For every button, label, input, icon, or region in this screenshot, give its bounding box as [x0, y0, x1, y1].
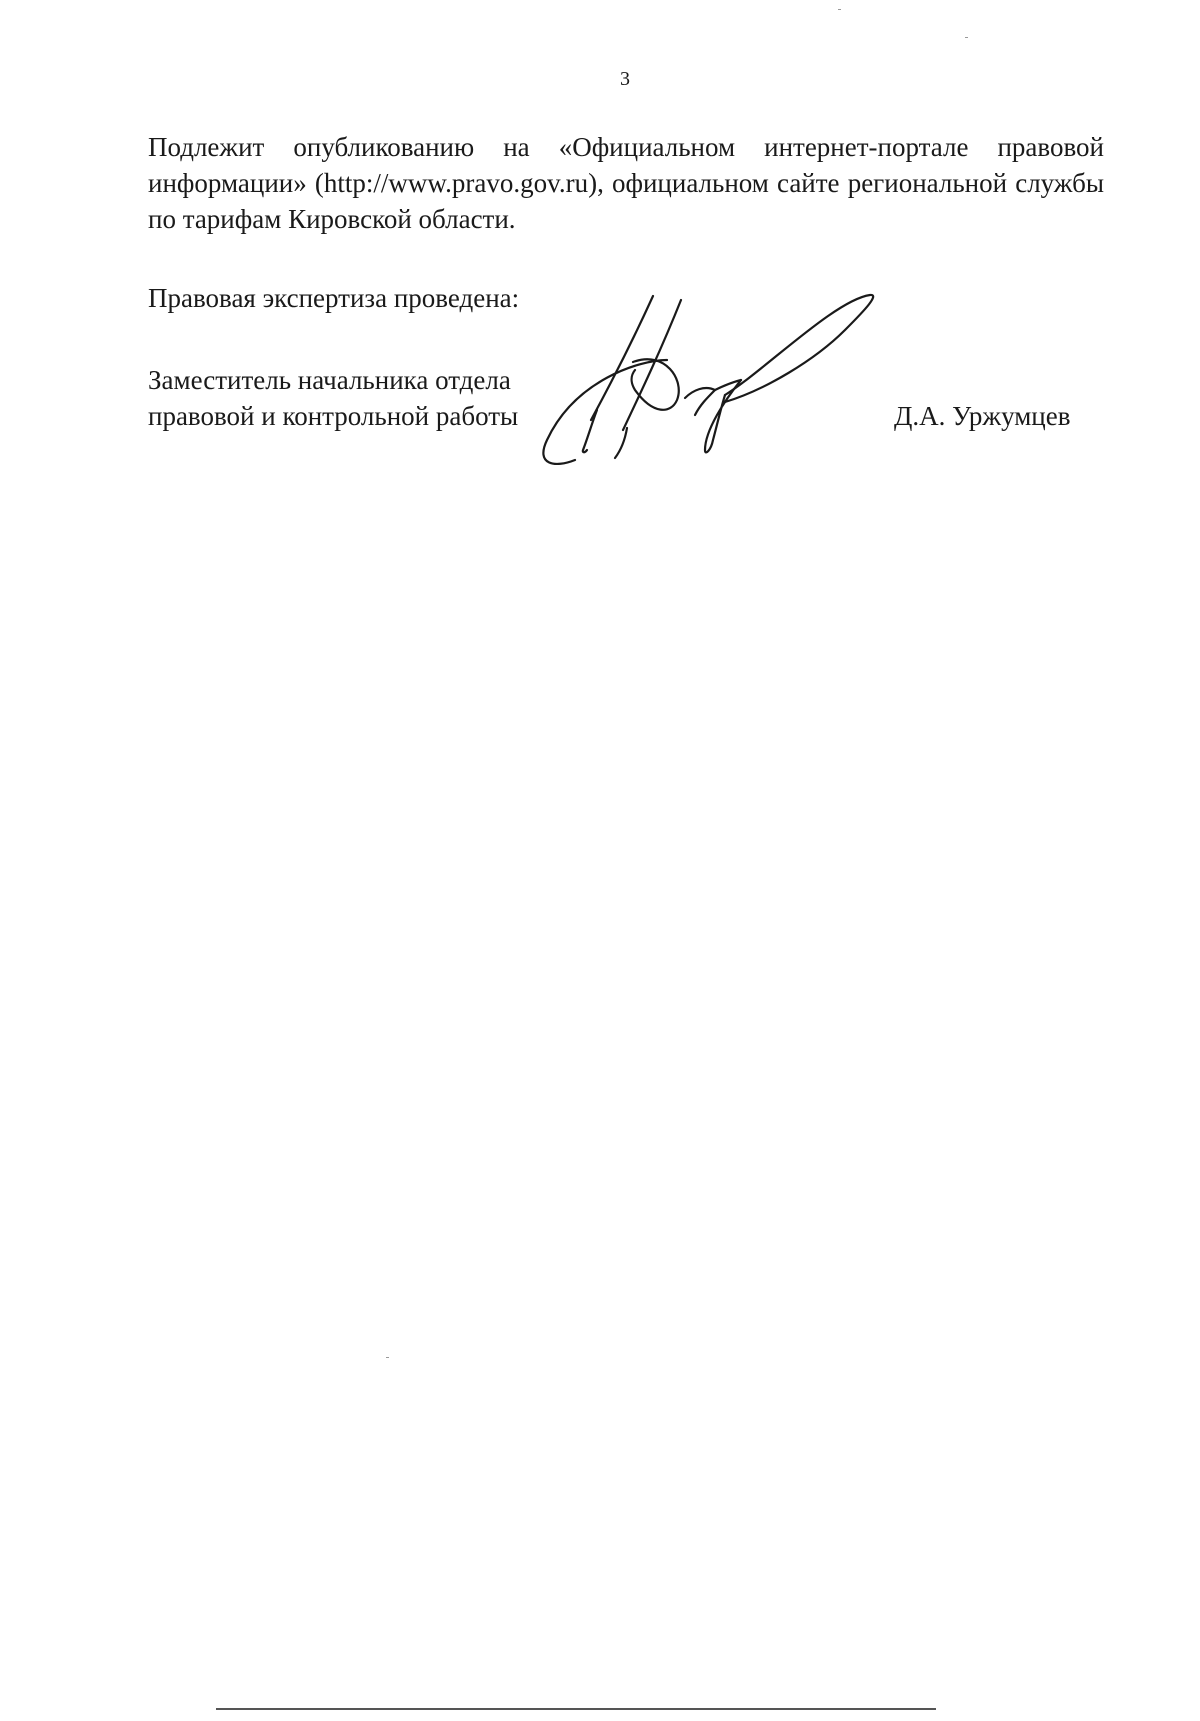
page-number: 3 — [620, 68, 630, 90]
scan-speck — [838, 9, 841, 10]
signatory-name: Д.А. Уржумцев — [894, 401, 1071, 431]
handwritten-signature-icon — [535, 290, 895, 475]
legal-expertise-label: Правовая экспертиза проведена: — [148, 283, 520, 313]
signatory-position — [148, 362, 518, 434]
publication-notice: Подлежит опубликованию на «Официальном интернет-портале правовой информации» (http://www.pravo.gov.ru), официальном сайте региональной службы по тарифам Кировской области. — [148, 132, 1104, 234]
signatory-position-line-1: Заместитель начальника отдела — [148, 365, 511, 395]
scan-edge-line — [216, 1708, 936, 1710]
scan-speck — [386, 1357, 389, 1358]
signatory-position-line-2: правовой и контрольной работы — [148, 401, 519, 431]
scan-speck — [965, 37, 968, 38]
